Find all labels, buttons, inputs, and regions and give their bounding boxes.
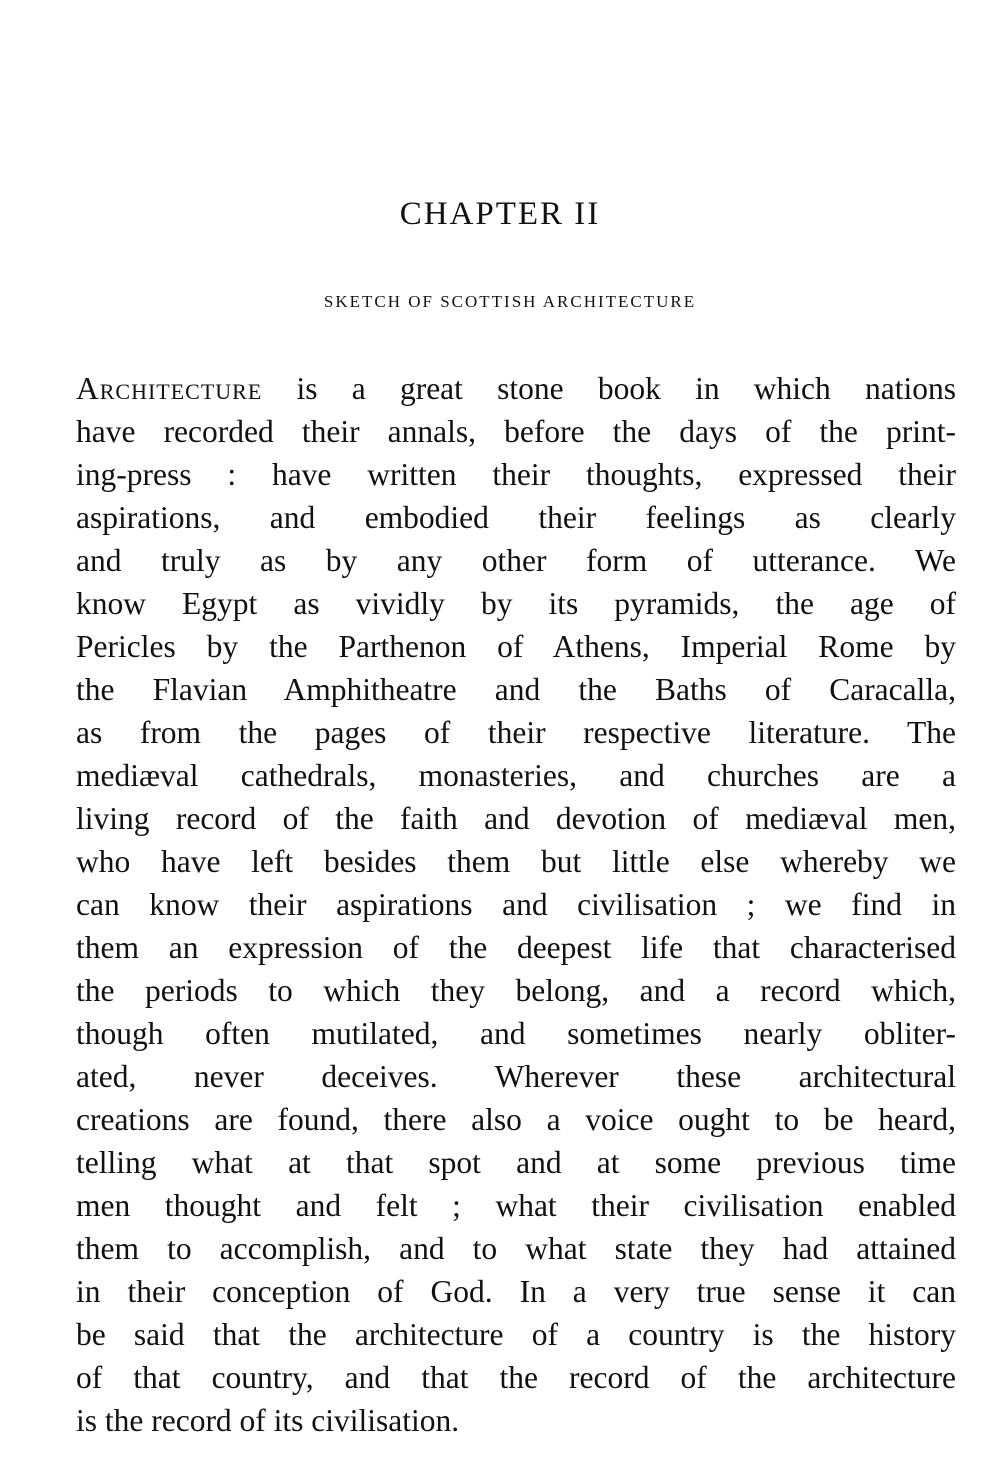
- text-line: them to accomplish, and to what state they had attained: [76, 1231, 956, 1266]
- text-line: the periods to which they belong, and a record which,: [76, 973, 956, 1008]
- text-line: living record of the faith and devotion of mediæval men,: [76, 801, 956, 836]
- text-line: and truly as by any other form of utterance. We: [76, 543, 956, 578]
- text-line: mediæval cathedrals, monasteries, and churches are a: [76, 758, 956, 793]
- text-line: them an expression of the deepest life that characterised: [76, 930, 956, 965]
- text-line: Pericles by the Parthenon of Athens, Imperial Rome by: [76, 629, 956, 664]
- text-line: who have left besides them but little else whereby we: [76, 844, 956, 879]
- text-line: of that country, and that the record of the architecture: [76, 1360, 956, 1395]
- text-line: as from the pages of their respective literature. The: [76, 715, 956, 750]
- text-line: be said that the architecture of a country is the history: [76, 1317, 956, 1352]
- text-line: though often mutilated, and sometimes nearly obliter-: [76, 1016, 956, 1051]
- chapter-heading: CHAPTER II: [399, 196, 601, 232]
- text-line: have recorded their annals, before the days of the print-: [76, 414, 956, 449]
- text-line: men thought and felt ; what their civilisation enabled: [76, 1188, 956, 1223]
- text-line: can know their aspirations and civilisation ; we find in: [76, 887, 956, 922]
- chapter-subtitle: SKETCH OF SCOTTISH ARCHITECTURE: [323, 292, 697, 311]
- lead-word: Architecture: [76, 371, 263, 406]
- text-line: is the record of its civilisation.: [76, 1403, 460, 1438]
- text-line: in their conception of God. In a very true sense it can: [76, 1274, 956, 1309]
- line-text: is a great stone book in which nations: [262, 371, 956, 406]
- text-line: know Egypt as vividly by its pyramids, the age of: [76, 586, 956, 621]
- text-line: telling what at that spot and at some previous time: [76, 1145, 956, 1180]
- text-line: aspirations, and embodied their feelings as clearly: [76, 500, 956, 535]
- text-line: creations are found, there also a voice ought to be heard,: [76, 1102, 956, 1137]
- text-line: ated, never deceives. Wherever these architectural: [76, 1059, 956, 1094]
- text-line: the Flavian Amphitheatre and the Baths of Caracalla,: [76, 672, 956, 707]
- body-paragraph: [76, 367, 956, 1442]
- text-line: ing-press : have written their thoughts, expressed their: [76, 457, 956, 492]
- text-line: [76, 367, 956, 410]
